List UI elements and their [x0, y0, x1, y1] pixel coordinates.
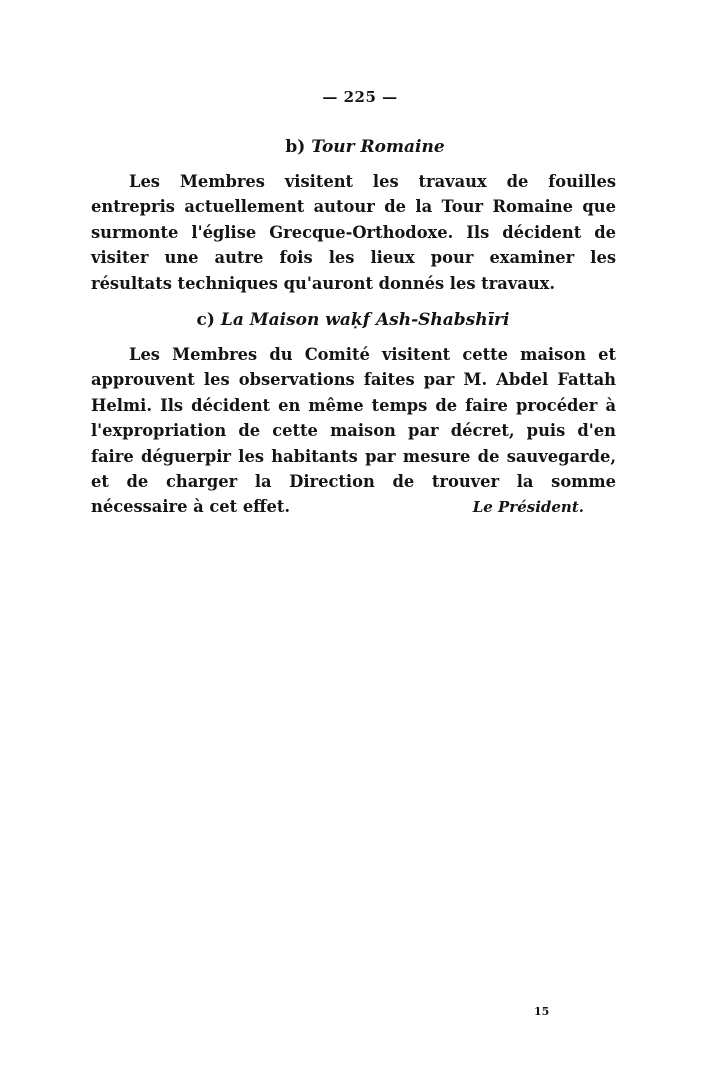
- signature: Le Président.: [472, 498, 584, 516]
- section-b-letter: b): [285, 137, 306, 157]
- section-b-heading: [5, 137, 720, 157]
- section-b-paragraph: Les Membres visitent les travaux de fouilles entrepris actuellement autour de la Tour Romaine que surmonte l'église Grecque-Orthodoxe. Ils décident de visiter une autre fois les lieux pour examiner les résultats techniques qu'auront donnés les travaux.: [91, 172, 616, 293]
- section-c-paragraph: Les Membres du Comité visitent cette maison et approuvent les observations faites par M. Abdel Fattah Helmi. Ils décident en même temps de faire procéder à l'expropriation de cette maison par décret, puis d'en faire déguerpir les habitants par mesure de sauvegarde, et de charger la Direction de trouver la somme nécessaire à cet effet.: [91, 345, 616, 517]
- section-c-title: La Maison waḳf Ash-Shabshīri: [220, 310, 510, 330]
- section-c-letter: c): [196, 310, 215, 330]
- section-b-title: Tour Romaine: [311, 137, 445, 157]
- printer-signature-mark: 15: [534, 1005, 550, 1018]
- section-c-heading: [0, 310, 713, 330]
- page-number: — 225 —: [322, 88, 398, 106]
